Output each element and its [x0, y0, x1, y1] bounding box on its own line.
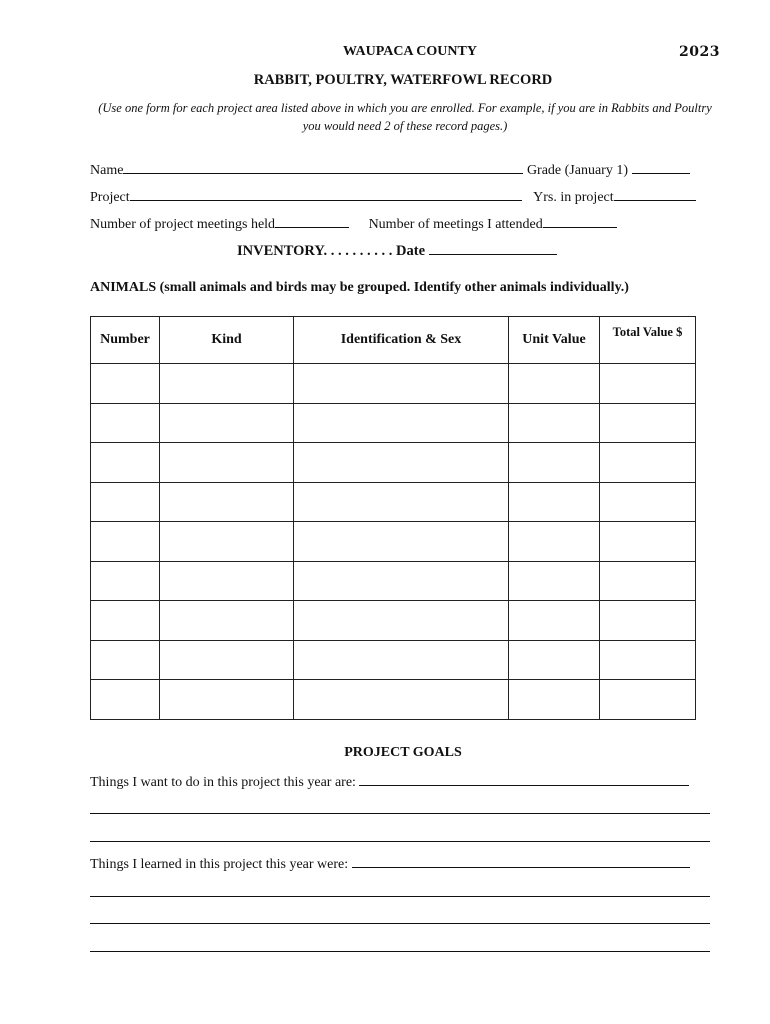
- meetings-held-field[interactable]: [275, 215, 349, 228]
- table-row: [91, 403, 696, 443]
- animals-table: [90, 316, 696, 720]
- project-field[interactable]: [130, 188, 522, 201]
- col-identification-header: Identification & Sex: [294, 317, 509, 364]
- yrs-field[interactable]: [614, 188, 696, 201]
- year-label: 2023: [679, 44, 720, 60]
- table-cell[interactable]: [91, 364, 160, 404]
- form-title: RABBIT, POULTRY, WATERFOWL RECORD: [253, 72, 553, 88]
- table-cell[interactable]: [294, 482, 509, 522]
- table-cell[interactable]: [294, 561, 509, 601]
- animals-heading: ANIMALS (small animals and birds may be grouped. Identify other animals individually.): [90, 280, 629, 295]
- table-cell[interactable]: [91, 601, 160, 641]
- learned-row: [90, 855, 690, 873]
- table-cell[interactable]: [91, 561, 160, 601]
- table-cell[interactable]: [600, 403, 696, 443]
- table-row: [91, 482, 696, 522]
- table-cell[interactable]: [600, 680, 696, 720]
- table-row: [91, 561, 696, 601]
- table-row: [91, 364, 696, 404]
- name-field[interactable]: [123, 161, 523, 174]
- instructions-note: (Use one form for each project area listed above in which you are enrolled. For example, if you are in Rabbits and Poultry you would need 2 of these record pages.): [98, 101, 712, 133]
- county-heading: WAUPACA COUNTY: [343, 44, 477, 59]
- table-cell[interactable]: [600, 561, 696, 601]
- learned-label: Things I learned in this project this year were:: [90, 857, 349, 872]
- col-number-header: Number: [91, 317, 160, 364]
- meetings-row: [90, 215, 617, 233]
- table-cell[interactable]: [294, 443, 509, 483]
- table-cell[interactable]: [160, 403, 294, 443]
- table-cell[interactable]: [160, 680, 294, 720]
- learned-answer-line-2[interactable]: [90, 923, 710, 924]
- col-total-value-header: Total Value $: [600, 317, 696, 364]
- table-cell[interactable]: [600, 522, 696, 562]
- table-cell[interactable]: [91, 482, 160, 522]
- table-cell[interactable]: [509, 364, 600, 404]
- col-kind-header: Kind: [160, 317, 294, 364]
- inventory-row: [237, 242, 557, 260]
- table-cell[interactable]: [294, 522, 509, 562]
- inventory-date-field[interactable]: [429, 242, 557, 255]
- table-cell[interactable]: [509, 680, 600, 720]
- table-cell[interactable]: [294, 680, 509, 720]
- learned-answer-line-3[interactable]: [90, 951, 710, 952]
- table-cell[interactable]: [509, 443, 600, 483]
- learned-answer-line-1[interactable]: [90, 896, 710, 897]
- table-row: [91, 640, 696, 680]
- table-cell[interactable]: [509, 482, 600, 522]
- table-header-row: [91, 317, 696, 364]
- table-row: [91, 522, 696, 562]
- table-cell[interactable]: [600, 482, 696, 522]
- table-cell[interactable]: [91, 680, 160, 720]
- table-cell[interactable]: [160, 561, 294, 601]
- table-cell[interactable]: [509, 640, 600, 680]
- name-row: [90, 161, 690, 179]
- table-cell[interactable]: [91, 640, 160, 680]
- want-answer-line-2[interactable]: [90, 841, 710, 842]
- table-cell[interactable]: [509, 403, 600, 443]
- table-cell[interactable]: [294, 640, 509, 680]
- grade-field[interactable]: [632, 161, 690, 174]
- table-cell[interactable]: [600, 601, 696, 641]
- project-label: Project: [90, 190, 130, 205]
- table-cell[interactable]: [294, 364, 509, 404]
- table-row: [91, 443, 696, 483]
- table-row: [91, 601, 696, 641]
- table-cell[interactable]: [600, 364, 696, 404]
- table-cell[interactable]: [91, 443, 160, 483]
- table-cell[interactable]: [294, 601, 509, 641]
- table-cell[interactable]: [160, 522, 294, 562]
- table-cell[interactable]: [509, 561, 600, 601]
- learned-field[interactable]: [352, 855, 690, 868]
- table-cell[interactable]: [160, 482, 294, 522]
- table-cell[interactable]: [160, 364, 294, 404]
- table-cell[interactable]: [509, 522, 600, 562]
- table-cell[interactable]: [160, 640, 294, 680]
- want-row: [90, 773, 689, 791]
- project-goals-heading: PROJECT GOALS: [344, 745, 462, 760]
- project-row: [90, 188, 696, 206]
- want-answer-line-1[interactable]: [90, 813, 710, 814]
- table-cell[interactable]: [600, 443, 696, 483]
- col-unit-value-header: Unit Value: [509, 317, 600, 364]
- table-cell[interactable]: [600, 640, 696, 680]
- yrs-label: Yrs. in project: [533, 190, 614, 205]
- table-cell[interactable]: [91, 403, 160, 443]
- table-cell[interactable]: [509, 601, 600, 641]
- name-label: Name: [90, 163, 124, 178]
- table-cell[interactable]: [160, 443, 294, 483]
- table-cell[interactable]: [91, 522, 160, 562]
- meetings-held-label: Number of project meetings held: [90, 217, 276, 232]
- want-label: Things I want to do in this project this year are:: [90, 775, 356, 790]
- want-field[interactable]: [359, 773, 689, 786]
- inventory-label: INVENTORY. . . . . . . . . . Date: [237, 243, 426, 259]
- table-cell[interactable]: [294, 403, 509, 443]
- table-row: [91, 680, 696, 720]
- grade-label: Grade (January 1): [526, 163, 628, 178]
- meetings-attended-label: Number of meetings I attended: [368, 217, 543, 232]
- table-cell[interactable]: [160, 601, 294, 641]
- meetings-attended-field[interactable]: [543, 215, 617, 228]
